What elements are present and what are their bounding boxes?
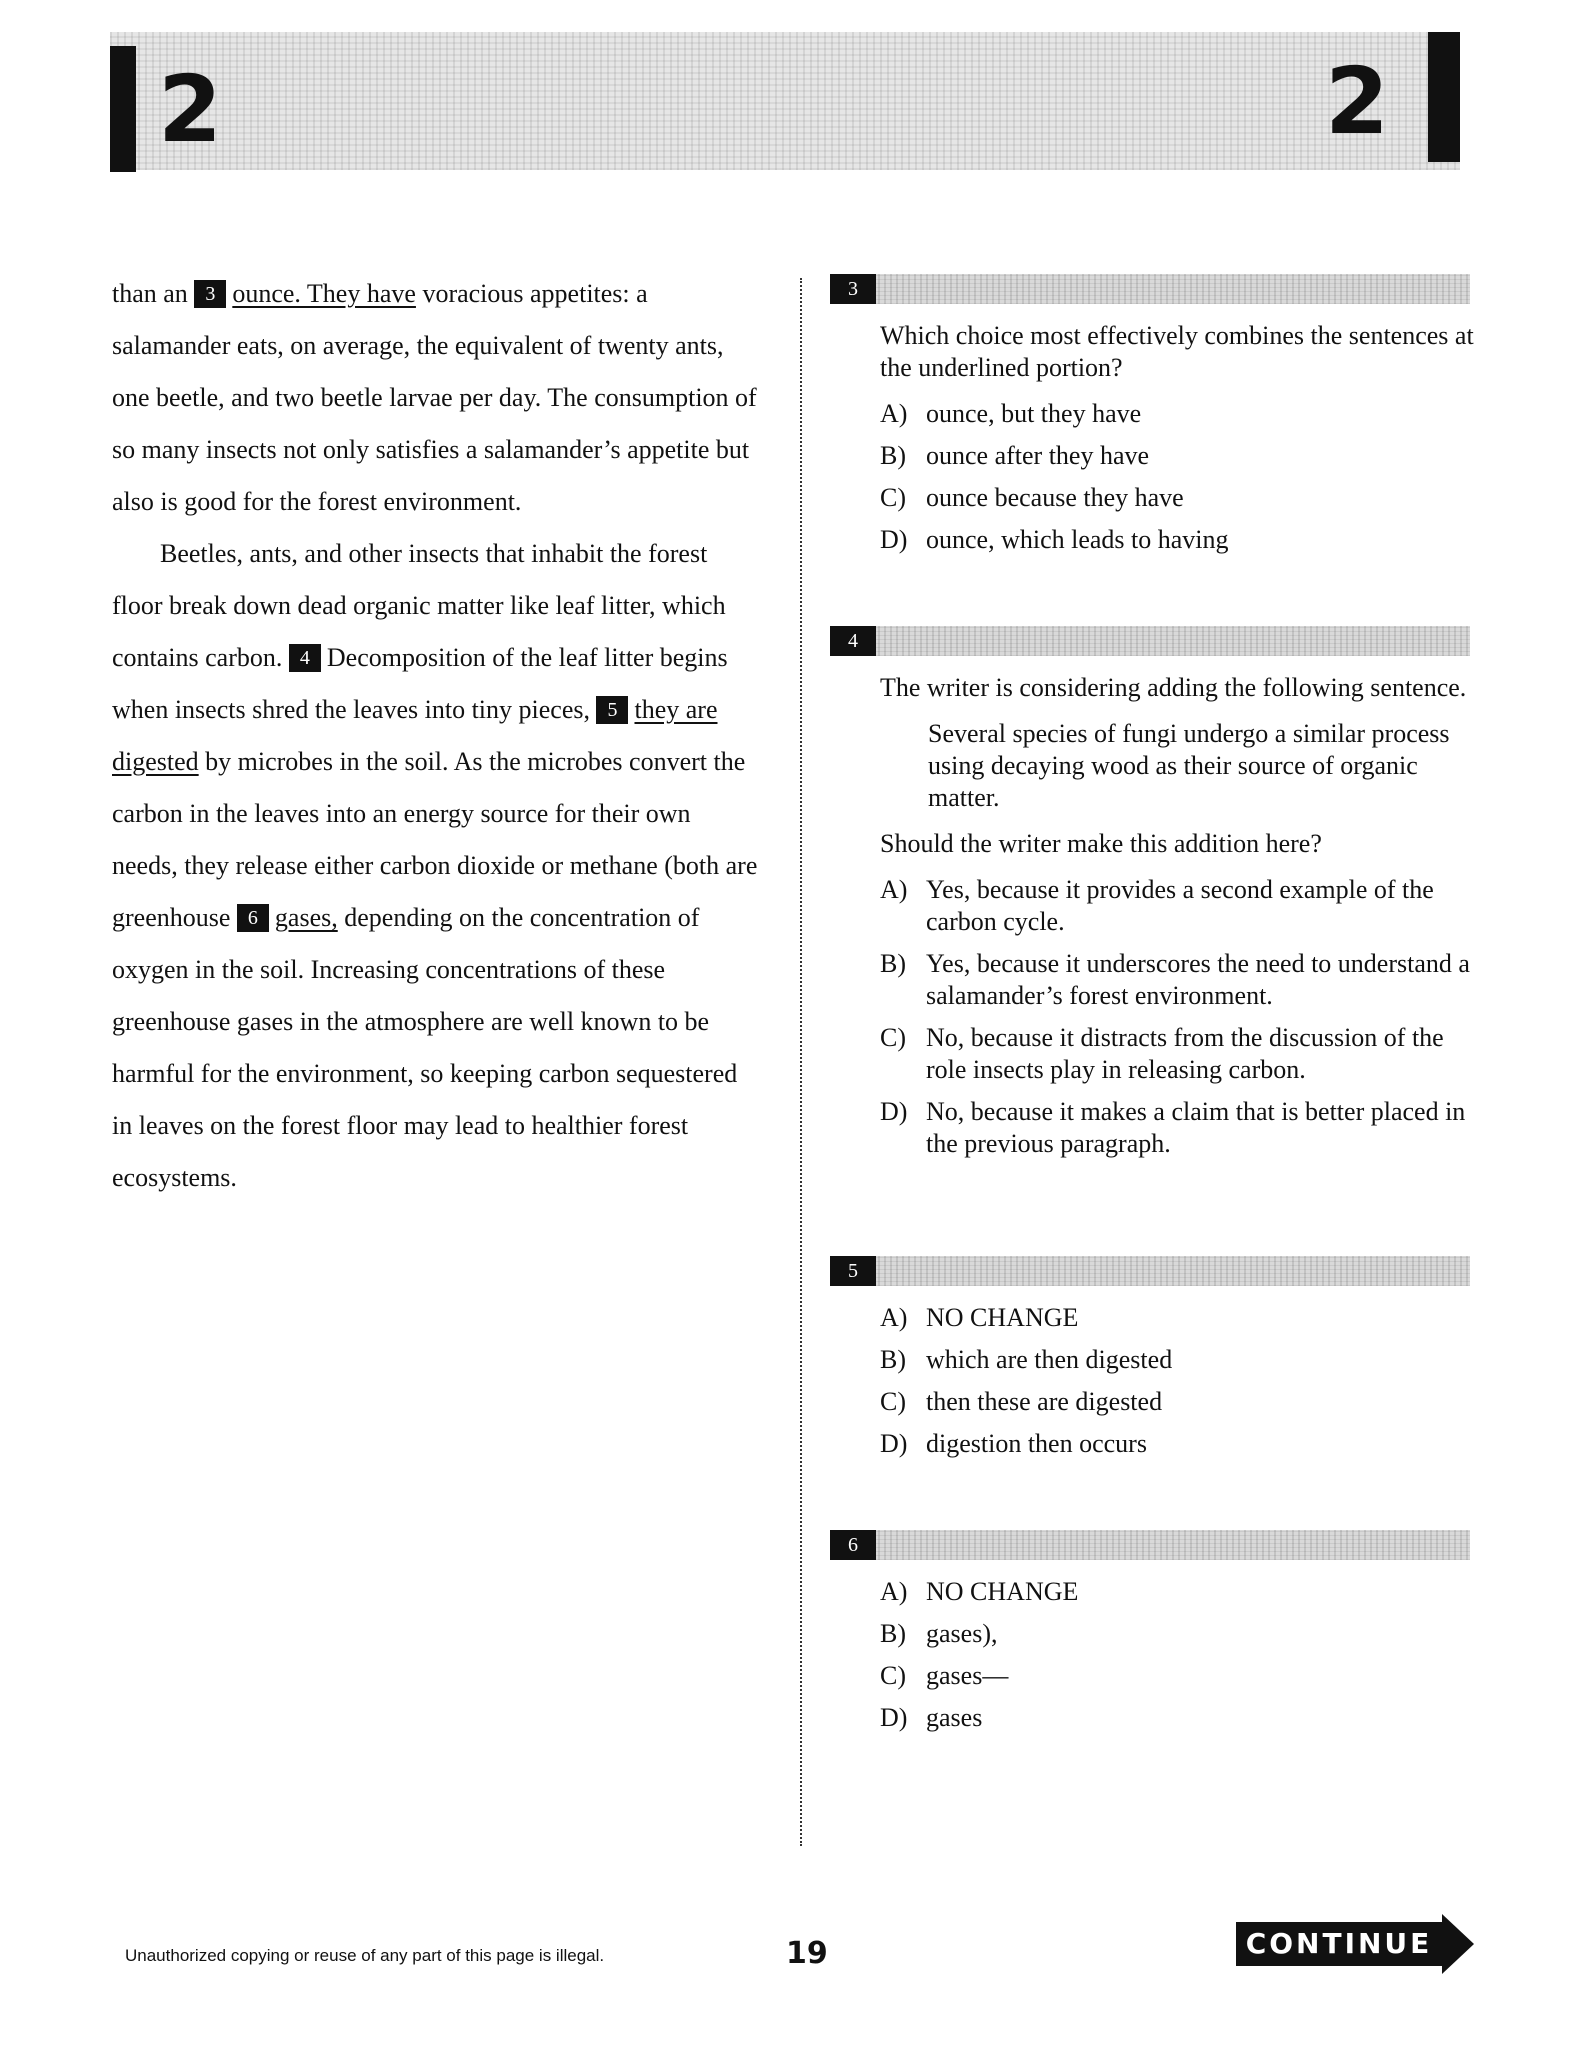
choice-text: then these are digested — [926, 1387, 1163, 1416]
question-number: 4 — [830, 626, 876, 656]
choice-text: ounce after they have — [926, 441, 1150, 470]
section-number-left: 2 — [158, 56, 223, 163]
choice-text: gases), — [926, 1619, 998, 1648]
choice-letter: A) — [880, 1303, 908, 1332]
answer-choice-c[interactable] — [880, 1660, 1480, 1692]
arrow-right-icon — [1442, 1914, 1474, 1974]
passage-paragraph-2 — [112, 528, 762, 1204]
question-number: 6 — [830, 1530, 876, 1560]
choice-letter: A) — [880, 399, 908, 428]
copyright-notice: Unauthorized copying or reuse of any part of this page is illegal. — [125, 1946, 605, 1965]
choice-text: ounce, but they have — [926, 399, 1142, 428]
question-number: 5 — [830, 1256, 876, 1286]
question-number: 3 — [830, 274, 876, 304]
question-stem: The writer is considering adding the following sentence. — [880, 673, 1467, 702]
passage-text: voracious appetites: a salamander eats, on average, the equivalent of twenty ants, one beetle, and two beetle larvae per day. The consumption of so many insects not only satisfies a salamander’s appetite but also is good for the forest environment. — [112, 279, 757, 516]
answer-choice-d[interactable] — [880, 1096, 1480, 1160]
choice-letter: C) — [880, 483, 906, 512]
page-number: 19 — [786, 1936, 828, 1971]
question-header-bar — [830, 1530, 1470, 1560]
answer-choice-a[interactable] — [880, 398, 1480, 430]
answer-choice-a[interactable] — [880, 1576, 1480, 1608]
choice-text: Yes, because it underscores the need to understand a salamander’s forest environment. — [926, 949, 1470, 1010]
question-ref-5[interactable]: 5 — [596, 696, 628, 724]
choice-text: NO CHANGE — [926, 1303, 1079, 1332]
passage-text: than an — [112, 279, 195, 308]
answer-choice-a[interactable] — [880, 1302, 1480, 1334]
passage-text: Decomposition of the leaf litter begins when insects shred the leaves into tiny pieces, — [112, 643, 728, 724]
question-ref-6[interactable]: 6 — [237, 904, 269, 932]
choice-letter: D) — [880, 525, 908, 554]
choice-letter: C) — [880, 1023, 906, 1052]
proposed-sentence: Several species of fungi undergo a similar process using decaying wood as their source of organic matter. — [928, 719, 1450, 812]
passage-text: by microbes in the soil. As the microbes convert the carbon in the leaves into an energy source for their own needs, they release either carbon dioxide or methane (both are greenhouse — [112, 747, 758, 932]
answer-choice-b[interactable] — [880, 948, 1480, 1012]
choice-letter: A) — [880, 875, 908, 904]
choice-letter: D) — [880, 1703, 908, 1732]
section-header-band — [110, 32, 1460, 170]
answer-choice-b[interactable] — [880, 440, 1480, 472]
section-marker-bar-left — [110, 46, 136, 172]
answer-choice-d[interactable] — [880, 1702, 1480, 1734]
choice-text: NO CHANGE — [926, 1577, 1079, 1606]
choice-text: ounce, which leads to having — [926, 525, 1229, 554]
choice-letter: B) — [880, 949, 906, 978]
answer-choice-d[interactable] — [880, 524, 1480, 556]
choice-letter: B) — [880, 441, 906, 470]
choice-text: gases — [926, 1703, 983, 1732]
underlined-portion-5: they are digested — [112, 695, 718, 776]
question-ref-3[interactable]: 3 — [194, 280, 226, 308]
choice-text: Yes, because it provides a second example of the carbon cycle. — [926, 875, 1434, 936]
choice-text: digestion then occurs — [926, 1429, 1147, 1458]
answer-choices — [880, 398, 1480, 556]
choice-letter: C) — [880, 1661, 906, 1690]
choice-letter: B) — [880, 1619, 906, 1648]
passage-text: Beetles, ants, and other insects that inhabit the forest floor break down dead organic matter like leaf litter, which contains carbon. — [112, 539, 726, 672]
continue-button[interactable] — [1236, 1914, 1474, 1972]
answer-choice-c[interactable] — [880, 1386, 1480, 1418]
section-number-right: 2 — [1325, 48, 1390, 155]
choice-letter: D) — [880, 1097, 908, 1126]
column-divider — [800, 278, 802, 1846]
answer-choice-c[interactable] — [880, 482, 1480, 514]
answer-choice-b[interactable] — [880, 1344, 1480, 1376]
question-ref-4[interactable]: 4 — [289, 644, 321, 672]
choice-letter: A) — [880, 1577, 908, 1606]
passage-paragraph-1 — [112, 268, 762, 528]
answer-choice-b[interactable] — [880, 1618, 1480, 1650]
answer-choice-c[interactable] — [880, 1022, 1480, 1086]
passage-text: depending on the concentration of oxygen in the soil. Increasing concentrations of these greenhouse gases in the atmosphere are well known to be harmful for the environment, so keeping carbon sequestered in leaves on the forest floor may lead to healthier forest ecosystems. — [112, 903, 738, 1192]
reading-passage — [112, 268, 762, 1204]
choice-text: No, because it distracts from the discussion of the role insects play in releasing carbon. — [926, 1023, 1444, 1084]
choice-text: gases— — [926, 1661, 1009, 1690]
choice-text: No, because it makes a claim that is better placed in the previous paragraph. — [926, 1097, 1466, 1158]
continue-label: CONTINUE — [1236, 1922, 1442, 1966]
underlined-portion-3: ounce. They have — [232, 279, 416, 308]
choice-text: ounce because they have — [926, 483, 1184, 512]
choice-letter: B) — [880, 1345, 906, 1374]
question-stem-2: Should the writer make this addition here? — [880, 829, 1322, 858]
answer-choice-d[interactable] — [880, 1428, 1480, 1460]
answer-choices — [880, 1576, 1480, 1734]
question-stem: Which choice most effectively combines the sentences at the underlined portion? — [880, 321, 1474, 382]
question-header-bar — [830, 626, 1470, 656]
choice-letter: C) — [880, 1387, 906, 1416]
answer-choices — [880, 874, 1480, 1160]
question-header-bar — [830, 274, 1470, 304]
choice-letter: D) — [880, 1429, 908, 1458]
section-marker-bar-right — [1428, 32, 1460, 162]
answer-choice-a[interactable] — [880, 874, 1480, 938]
underlined-portion-6: gases, — [274, 903, 338, 932]
question-header-bar — [830, 1256, 1470, 1286]
answer-choices — [880, 1302, 1480, 1460]
choice-text: which are then digested — [926, 1345, 1173, 1374]
